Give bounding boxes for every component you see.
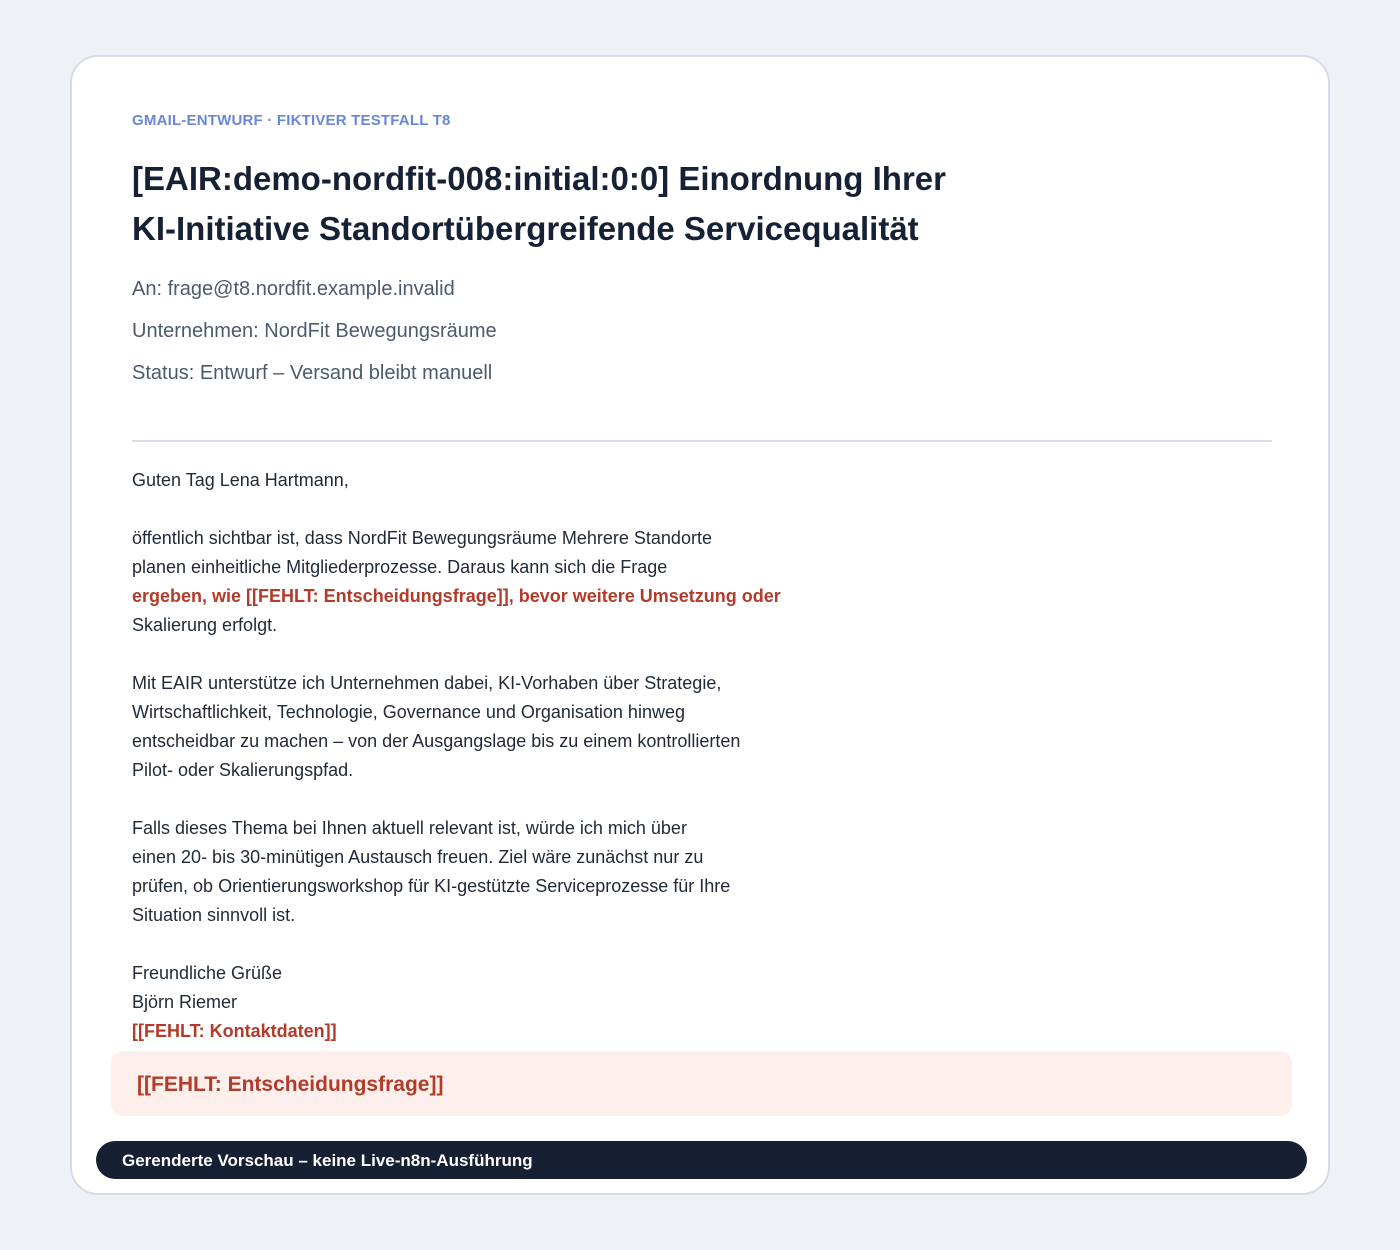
body-paragraph-3 — [132, 814, 832, 930]
body-line: Wirtschaftlichkeit, Technologie, Governance und Organisation hinweg — [132, 702, 685, 722]
email-meta — [132, 275, 497, 401]
closing: Freundliche Grüße — [132, 963, 283, 983]
body-paragraph-2 — [132, 669, 832, 785]
signature-name: Björn Riemer — [132, 992, 238, 1012]
body-line: einen 20- bis 30-minütigen Austausch freuen. Ziel wäre zunächst nur zu — [132, 847, 704, 867]
email-draft-card — [70, 55, 1330, 1195]
status-field: Status: Entwurf – Versand bleibt manuell — [132, 362, 493, 384]
signature-block — [132, 959, 832, 1046]
body-line: planen einheitliche Mitgliederprozesse. Daraus kann sich die Frage — [132, 557, 668, 577]
body-line: Skalierung erfolgt. — [132, 615, 278, 635]
body-line: Falls dieses Thema bei Ihnen aktuell relevant ist, würde ich mich über — [132, 818, 687, 838]
missing-placeholder-line: ergeben, wie [[FEHLT: Entscheidungsfrage]], bevor weitere Umsetzung oder — [132, 586, 781, 606]
preview-footer-bar: Gerenderte Vorschau – keine Live-n8n-Ausführung — [96, 1141, 1307, 1179]
company-field: Unternehmen: NordFit Bewegungsräume — [132, 320, 497, 342]
missing-contact-placeholder: [[FEHLT: Kontaktdaten]] — [132, 1021, 337, 1041]
email-subject — [132, 154, 1032, 254]
body-line: öffentlich sichtbar ist, dass NordFit Bewegungsräume Mehrere Standorte — [132, 528, 712, 548]
body-line: Mit EAIR unterstütze ich Unternehmen dabei, KI-Vorhaben über Strategie, — [132, 673, 722, 693]
recipient-field: An: frage@t8.nordfit.example.invalid — [132, 278, 455, 300]
subject-line-1: [EAIR:demo-nordfit-008:initial:0:0] Einordnung Ihrer — [132, 160, 946, 197]
greeting: Guten Tag Lena Hartmann, — [132, 470, 349, 490]
body-line: entscheidbar zu machen – von der Ausgangslage bis zu einem kontrollierten — [132, 731, 741, 751]
body-line: prüfen, ob Orientierungsworkshop für KI-gestützte Serviceprozesse für Ihre — [132, 876, 731, 896]
missing-field-notice: [[FEHLT: Entscheidungsfrage]] — [111, 1051, 1292, 1116]
draft-label: GMAIL-ENTWURF · FIKTIVER TESTFALL T8 — [132, 112, 451, 129]
body-paragraph-1 — [132, 524, 832, 640]
subject-line-2: KI-Initiative Standortübergreifende Servicequalität — [132, 210, 919, 247]
body-line: Pilot- oder Skalierungspfad. — [132, 760, 354, 780]
body-line: Situation sinnvoll ist. — [132, 905, 296, 925]
divider — [132, 440, 1272, 442]
email-body — [132, 466, 832, 1046]
